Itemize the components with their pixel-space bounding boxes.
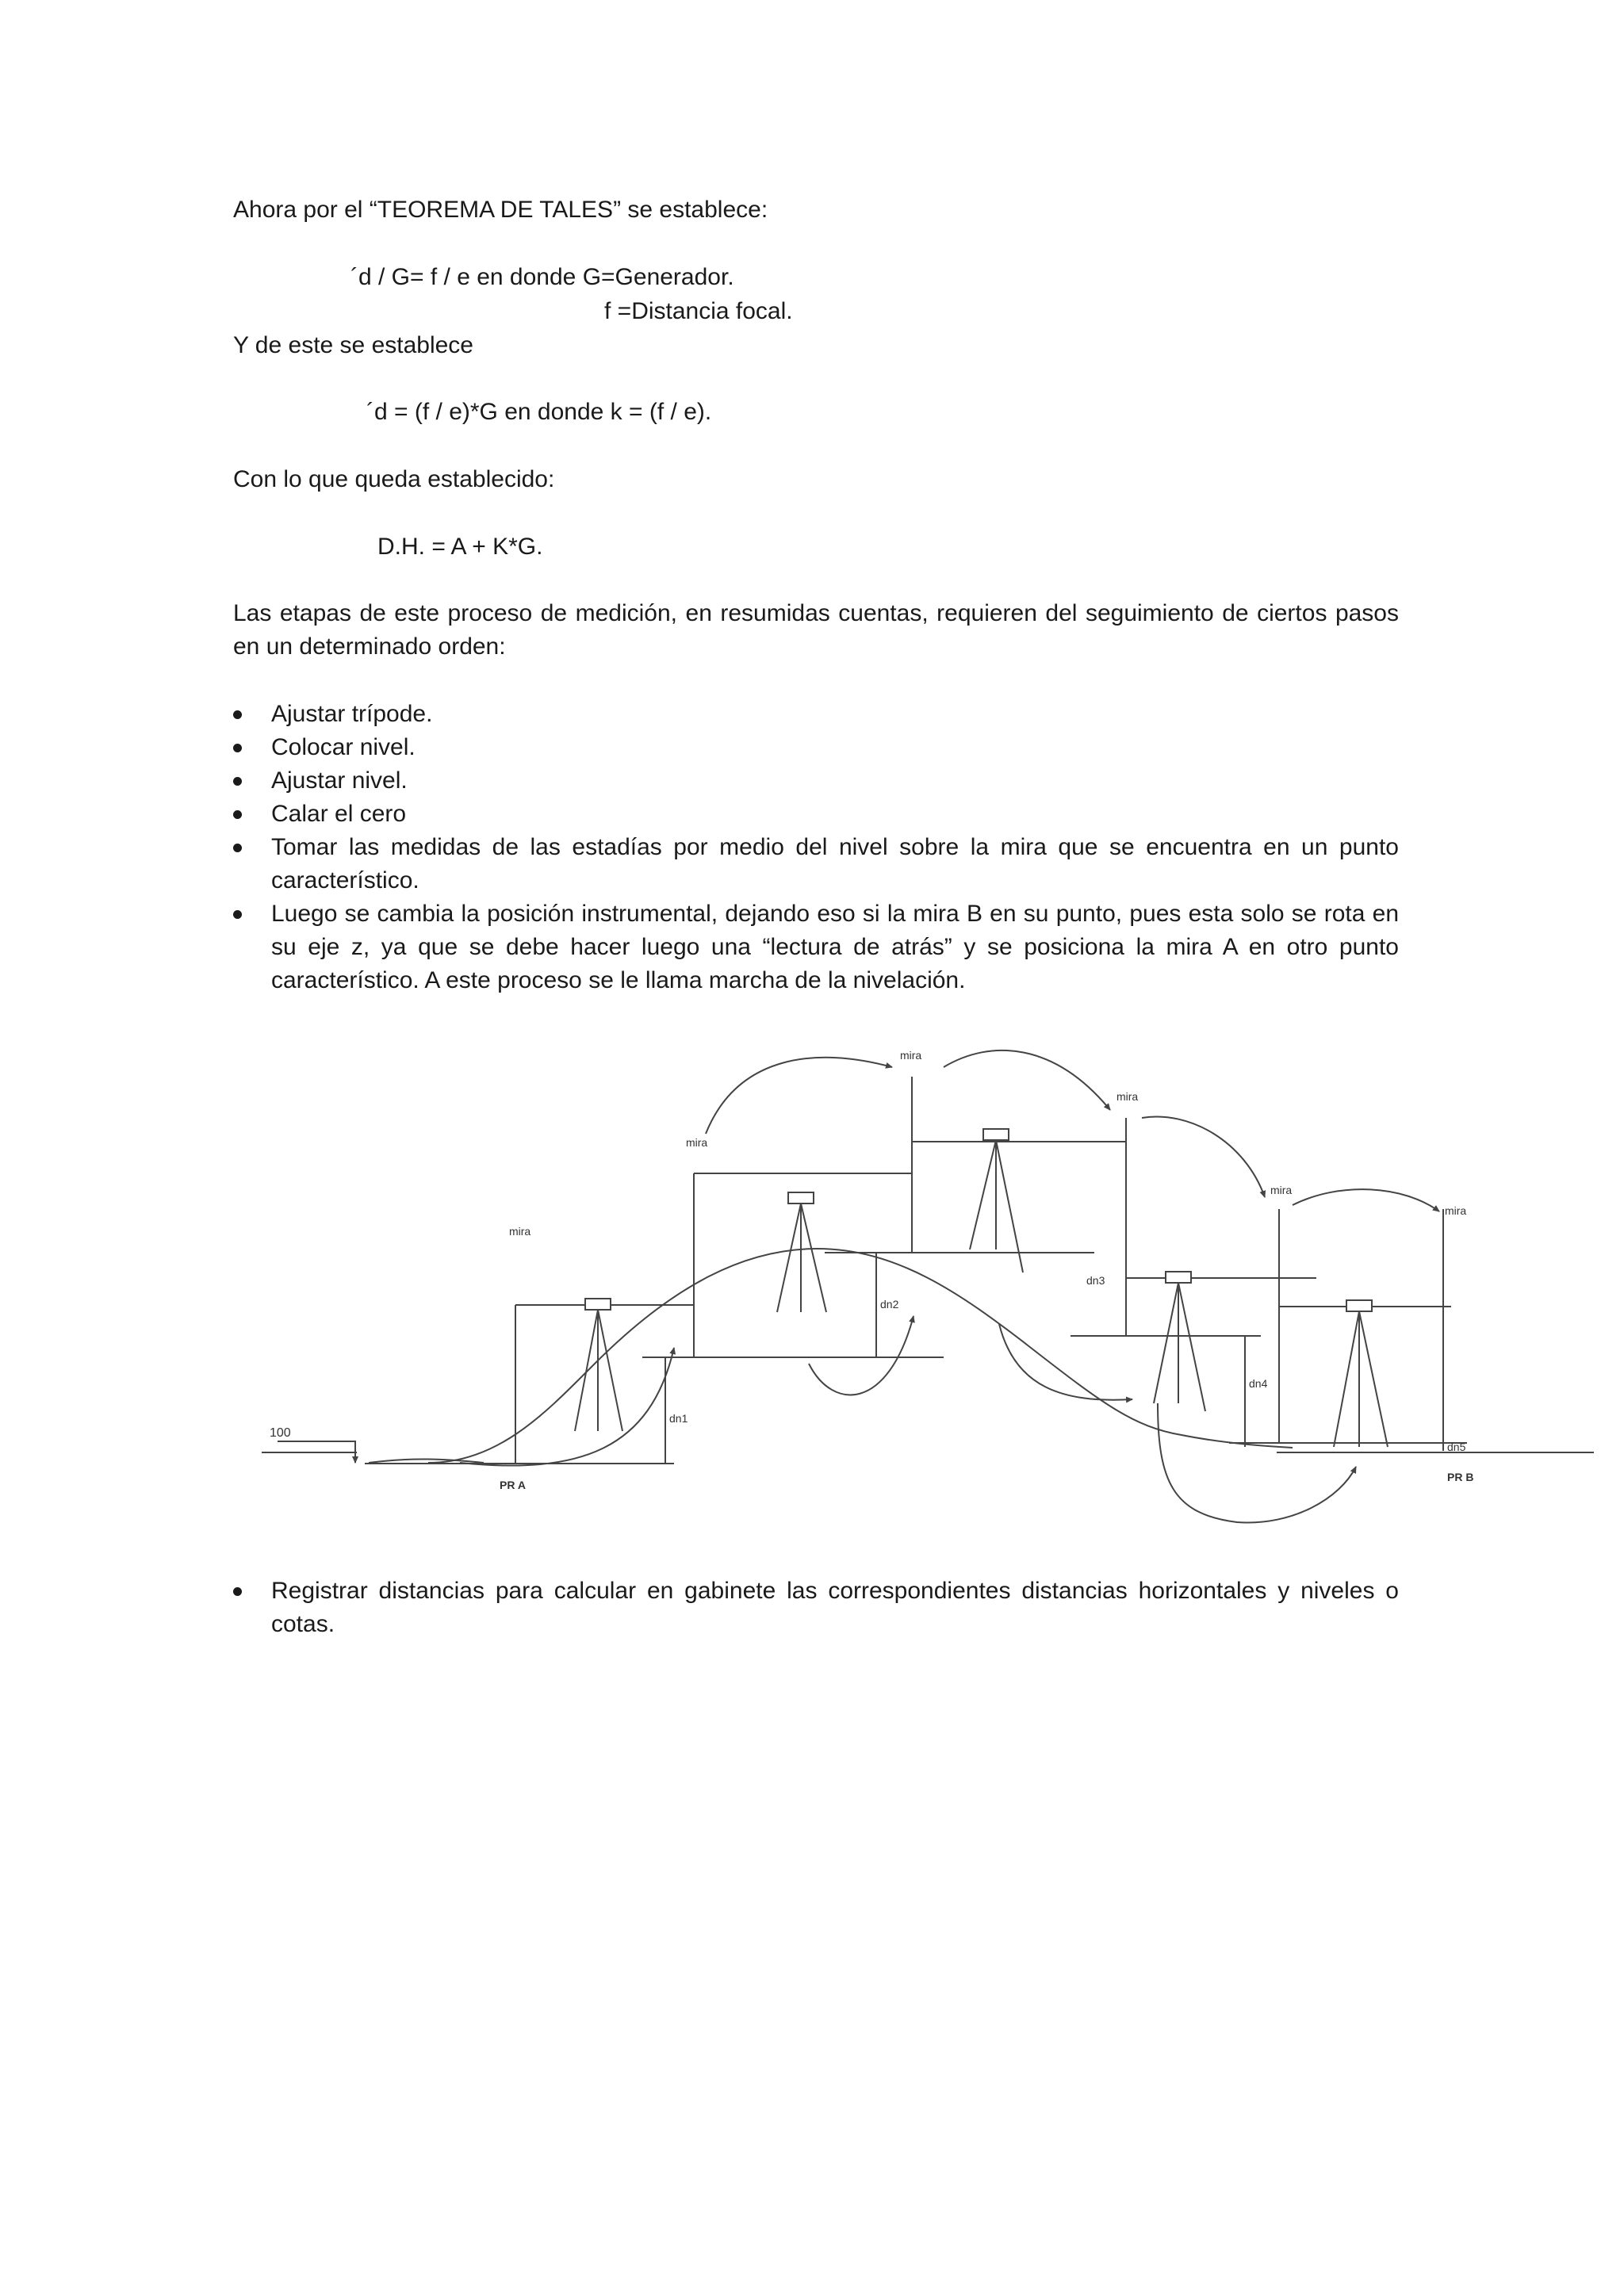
bullet-icon (233, 844, 242, 852)
list-item: Ajustar nivel. (233, 764, 1399, 798)
bullet-icon (233, 910, 242, 919)
formula-dh: D.H. = A + K*G. (377, 534, 543, 560)
rod-label-6: mira (1445, 1204, 1467, 1217)
list-item: Registrar distancias para calcular en gabinete las correspondientes distancias horizontales y niveles o cotas. (233, 1575, 1399, 1641)
rod-label-1: mira (509, 1225, 531, 1238)
start-level-label: 100 (270, 1426, 291, 1440)
bullet-icon (233, 744, 242, 752)
arrow-upper-4 (1293, 1189, 1439, 1211)
rod-label-4: mira (1116, 1090, 1139, 1103)
bullet-icon (233, 777, 242, 786)
arrow-lower-0 (369, 1459, 484, 1463)
point-b-label: PR B (1447, 1471, 1474, 1483)
bullet-icon (233, 710, 242, 719)
rod-label-5: mira (1270, 1184, 1293, 1196)
list-item: Tomar las medidas de las estadías por medio del nivel sobre la mira que se encuentra en un punto característico. (233, 831, 1399, 897)
dn2-label: dn2 (880, 1298, 899, 1311)
rod-label-2: mira (686, 1136, 708, 1149)
dn1-label: dn1 (669, 1412, 688, 1425)
list-item: Luego se cambia la posición instrumental, dejando eso si la mira B en su punto, pues esta solo se rota en su eje z, ya que se debe hacer luego una “lectura de atrás” y se posiciona la mira A en otro punto característico. A este proceso se le llama marcha de la nivelación. (233, 897, 1399, 997)
tripod-3 (970, 1129, 1023, 1272)
dn4-label: dn4 (1249, 1377, 1268, 1390)
formula-thales-continued: f =Distancia focal. (604, 298, 793, 324)
list-item: Colocar nivel. (233, 731, 1399, 764)
tripod-2 (777, 1192, 826, 1312)
tripod-1 (575, 1299, 622, 1431)
establishes-line: Y de este se establece (233, 332, 473, 358)
formula-d: ´d = (f / e)*G en donde k = (f / e). (366, 399, 712, 425)
arrow-upper-3 (1142, 1116, 1265, 1197)
leveling-diagram (262, 1031, 1610, 1546)
tripod-4 (1154, 1272, 1205, 1411)
arrow-lower-4 (1158, 1403, 1356, 1522)
established-line: Con lo que queda establecido: (233, 466, 555, 492)
dn5-label: dn5 (1447, 1441, 1466, 1453)
list-item: Ajustar trípode. (233, 698, 1399, 731)
dn3-label: dn3 (1086, 1274, 1105, 1287)
bullet-icon (233, 1587, 242, 1596)
tripod-5 (1334, 1300, 1388, 1447)
rod-label-3: mira (900, 1049, 922, 1062)
arrow-upper-1 (706, 1058, 892, 1134)
arrow-upper-2 (944, 1050, 1110, 1110)
arrow-lower-2 (809, 1316, 914, 1395)
point-a-label: PR A (500, 1479, 526, 1491)
formula-thales: ´d / G= f / e en donde G=Generador. (350, 264, 734, 290)
bullet-icon (233, 810, 242, 819)
stages-paragraph: Las etapas de este proceso de medición, en resumidas cuentas, requieren del seguimiento de ciertos pasos en un determinado orden: (233, 600, 1399, 660)
list-item: Calar el cero (233, 798, 1399, 831)
intro-line: Ahora por el “TEOREMA DE TALES” se establece: (233, 197, 768, 223)
